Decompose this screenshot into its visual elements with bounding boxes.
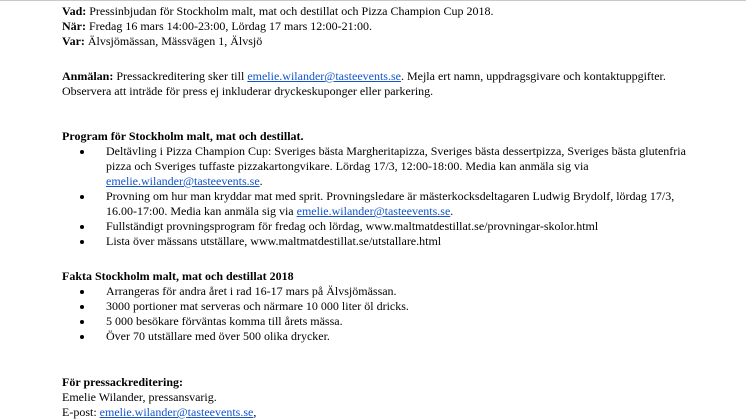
bold-label: Vad: — [62, 4, 87, 18]
program-heading: Program för Stockholm malt, mat och destillat. — [62, 129, 304, 143]
email-link[interactable]: emelie.wilander@tasteevents.se — [247, 69, 401, 83]
facts-list-item — [94, 329, 700, 344]
bold-label: När: — [62, 19, 86, 33]
text-segment: Över 70 utställare med över 500 olika drycker. — [106, 329, 330, 343]
program-list — [62, 144, 700, 249]
accreditation-paragraph — [62, 69, 700, 99]
text-segment: . — [450, 204, 454, 218]
facts-heading: Fakta Stockholm malt, mat och destillat 2018 — [62, 269, 294, 283]
program-list-item — [94, 189, 700, 219]
facts-list-item — [94, 299, 700, 314]
bold-label: Anmälan: — [62, 69, 114, 83]
text-segment: Deltävling i Pizza Champion Cup: Sveriges bästa Margheritapizza, Sveriges bästa dessertpizza, Sveriges bästa glutenfria pizza och Sveriges tuffaste pizzakartongvikare. Lördag 17/3, 12:00-18:00. Media kan anmäla sig via — [106, 144, 686, 173]
email-link[interactable]: emelie.wilander@tasteevents.se — [296, 204, 451, 218]
text-segment: . Mejla ert namn, uppdragsgivare och kontaktuppgifter. Observera att inträde för press ej inkluderar dryckeskuponger eller parkering. — [62, 69, 666, 98]
program-list-item — [94, 219, 700, 234]
email-link[interactable]: emelie.wilander@tasteevents.se — [106, 174, 260, 188]
text-segment: Fullständigt provningsprogram för fredag och lördag, www.maltmatdestillat.se/provningar-skolor.html — [106, 219, 599, 233]
text-segment: E-post: — [62, 405, 100, 419]
text-segment: Provning om hur man kryddar mat med sprit. Provningsledare är mästerkocksdeltagaren Ludwig Brydolf, lördag 17/3, 16.00-17:00. Media kan anmäla sig via — [106, 189, 675, 218]
text-segment: 3000 portioner mat serveras och närmare 10 000 liter öl dricks. — [106, 299, 409, 313]
program-list-item — [94, 234, 700, 249]
facts-list-item — [94, 284, 700, 299]
bold-label: Var: — [62, 34, 85, 48]
press-contact-line — [62, 405, 700, 420]
text-segment: . — [259, 174, 263, 188]
press-contact-lines — [62, 390, 700, 420]
text-segment: Lista över mässans utställare, www.maltmatdestillat.se/utstallare.html — [106, 234, 442, 248]
text-segment: Pressackreditering sker till — [113, 69, 248, 83]
press-contact-heading: För pressackreditering: — [62, 375, 183, 389]
text-segment: Pressinbjudan för Stockholm malt, mat och destillat och Pizza Champion Cup 2018. — [86, 4, 494, 18]
program-list-item — [94, 144, 700, 189]
facts-list — [62, 284, 700, 344]
text-segment: 5 000 besökare förväntas komma till årets mässa. — [106, 314, 343, 328]
text-segment: Emelie Wilander, pressansvarig. — [62, 390, 217, 404]
event-details-block — [62, 4, 700, 49]
event-detail-line — [62, 4, 700, 19]
text-segment: , — [253, 405, 257, 419]
press-contact-line — [62, 390, 700, 405]
facts-list-item — [94, 314, 700, 329]
event-detail-line — [62, 34, 700, 49]
text-segment: Älvsjömässan, Mässvägen 1, Älvsjö — [84, 34, 263, 48]
email-link[interactable]: emelie.wilander@tasteevents.se — [99, 405, 254, 419]
event-detail-line — [62, 19, 700, 34]
text-segment: Fredag 16 mars 14:00-23:00, Lördag 17 mars 12:00-21:00. — [86, 19, 372, 33]
text-segment: Arrangeras för andra året i rad 16-17 mars på Älvsjömässan. — [106, 284, 397, 298]
